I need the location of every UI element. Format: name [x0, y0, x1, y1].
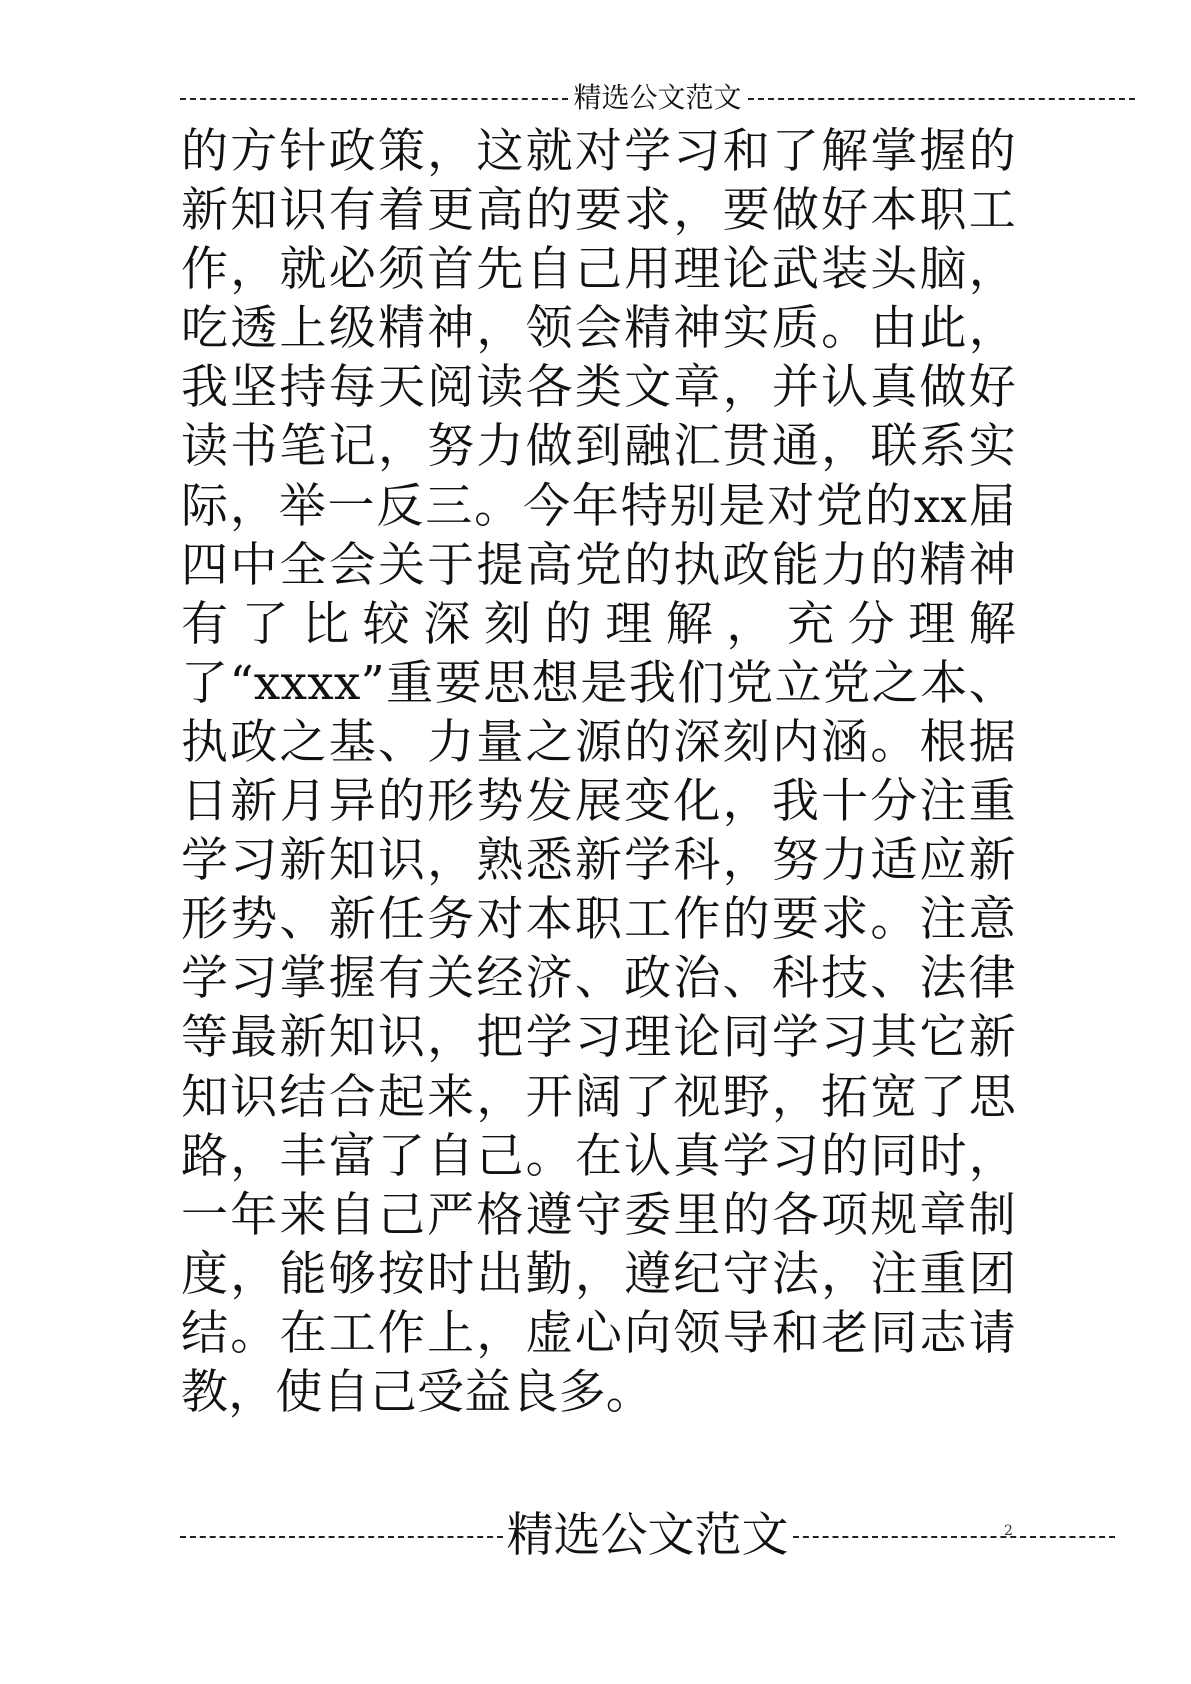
- page-number: 2: [1004, 1523, 1013, 1539]
- page-header: [180, 78, 1135, 118]
- header-divider-right: [748, 98, 1136, 100]
- page-footer: [180, 1508, 1115, 1562]
- header-divider-left: [180, 98, 568, 100]
- header-title: 精选公文范文: [573, 81, 742, 114]
- footer-divider-left: [180, 1536, 503, 1538]
- footer-divider-right: [793, 1536, 1116, 1538]
- footer-title: 精选公文范文: [506, 1507, 789, 1563]
- document-body-paragraph: 的方针政策，这就对学习和了解掌握的新知识有着更高的要求，要做好本职工作，就必须首先自己用理论武装头脑，吃透上级精神，领会精神实质。由此，我坚持每天阅读各类文章，并认真做好读书笔记，努力做到融汇贯通，联系实际，举一反三。今年特别是对党的xx届四中全会关于提高党的执政能力的精神有了比较深刻的理解，充分理解了“xxxx”重要思想是我们党立党之本、执政之基、力量之源的深刻内涵。根据日新月异的形势发展变化，我十分注重学习新知识，熟悉新学科，努力适应新形势、新任务对本职工作的要求。注意学习掌握有关经济、政治、科技、法律等最新知识，把学习理论同学习其它新知识结合起来，开阔了视野，拓宽了思路，丰富了自己。在认真学习的同时，一年来自己严格遵守委里的各项规章制度，能够按时出勤，遵纪守法，注重团结。在工作上，虚心向领导和老同志请教，使自己受益良多。: [181, 124, 1016, 1420]
